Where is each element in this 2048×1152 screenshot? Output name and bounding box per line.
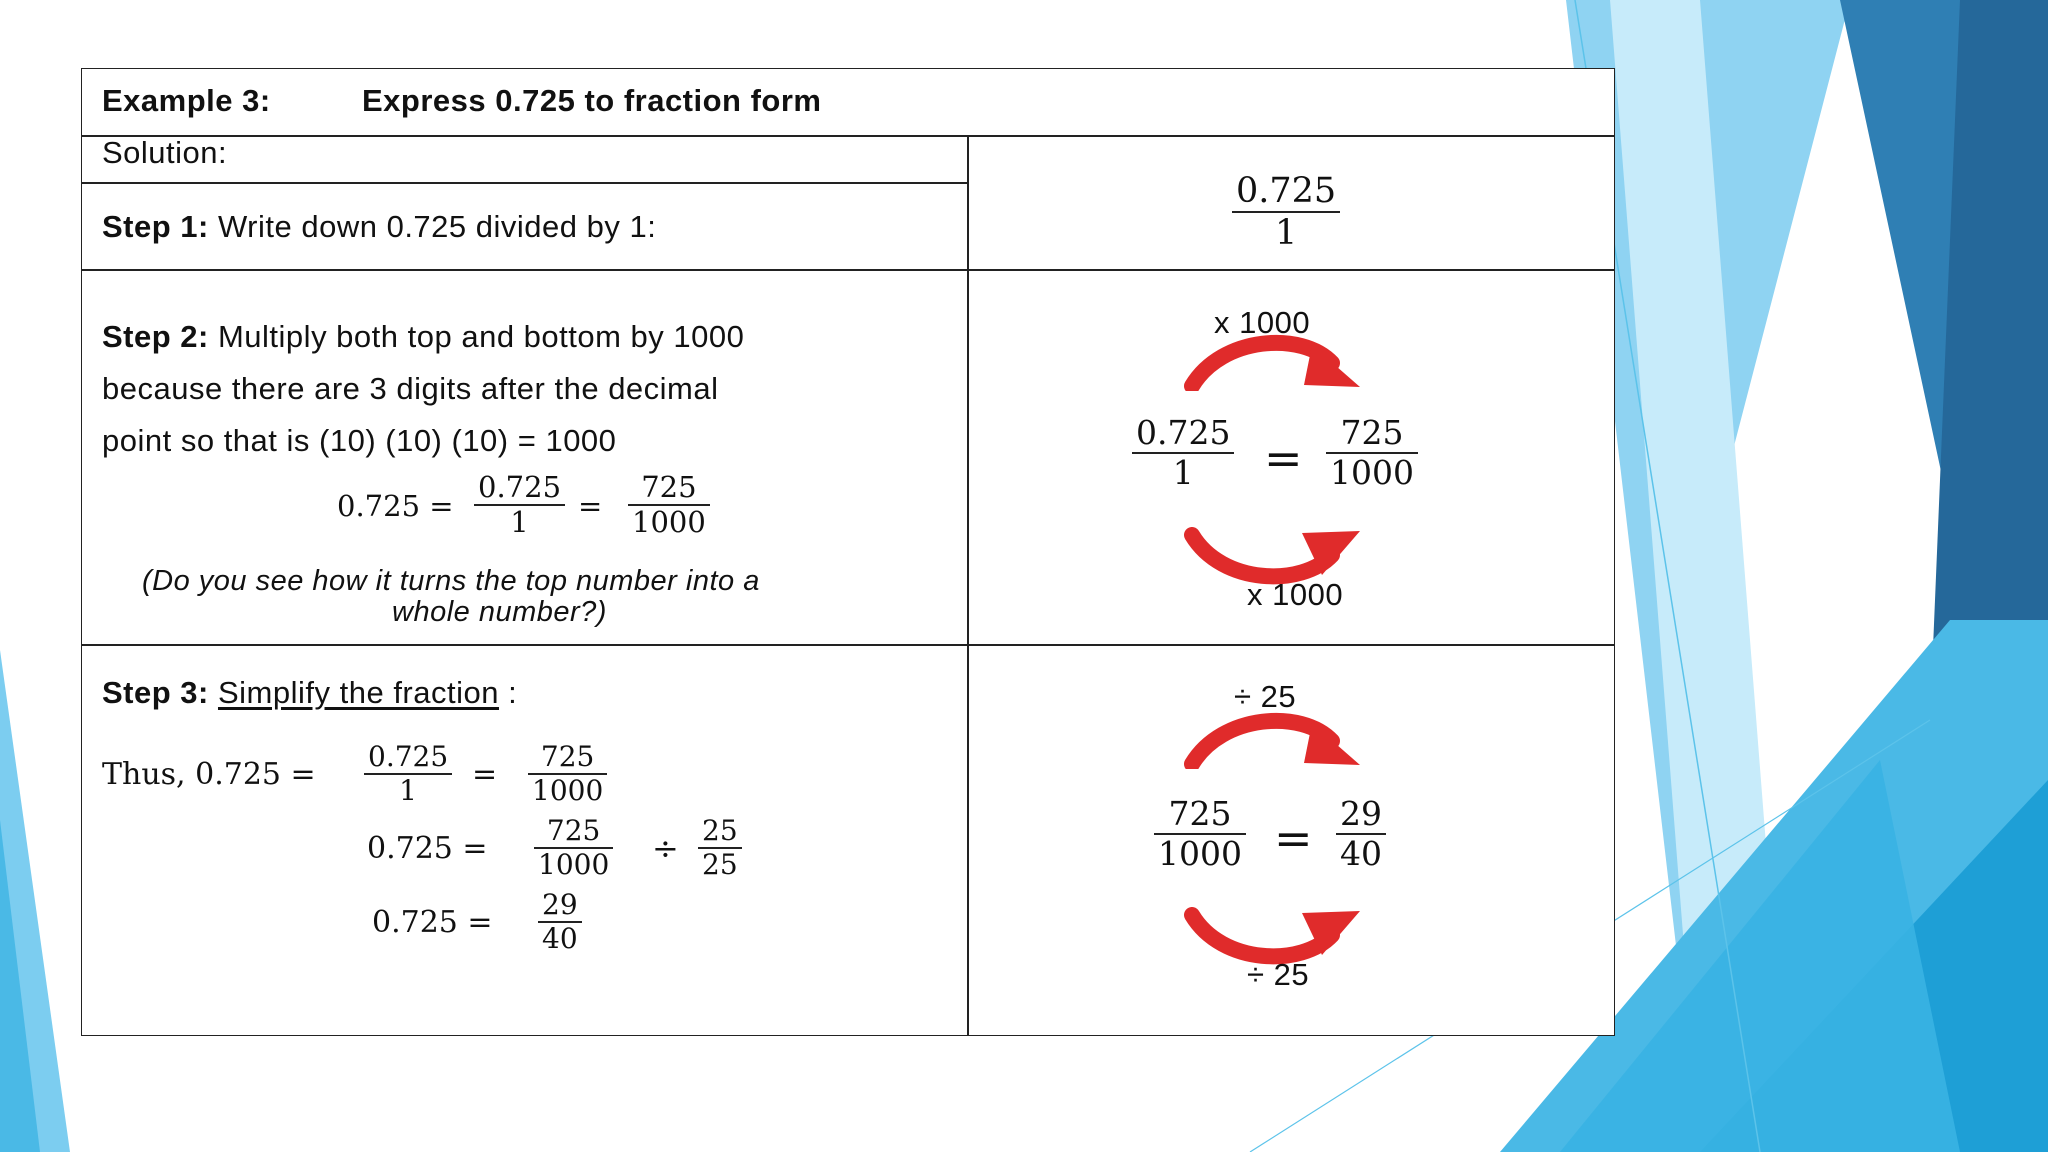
fraction-denominator: 1000 xyxy=(532,774,604,808)
fraction-denominator: 1 xyxy=(1172,452,1194,492)
step3-heading xyxy=(102,675,517,711)
fraction-denominator: 25 xyxy=(702,848,738,882)
fraction-numerator: 725 xyxy=(641,470,697,504)
fraction-denominator: 1 xyxy=(510,505,529,540)
step3-row1-eq: = xyxy=(472,757,498,792)
table-rule xyxy=(82,644,1614,646)
step3-description: Simplify the fraction xyxy=(217,675,499,710)
step2-note-line1: (Do you see how it turns the top number into a xyxy=(142,565,760,597)
curved-arrow-icon xyxy=(1182,331,1362,391)
step3-top-divisor: ÷ 25 xyxy=(1234,679,1297,714)
step3-row2-prefix: 0.725 = xyxy=(367,831,488,866)
fraction-numerator: 725 xyxy=(1340,413,1404,452)
step2-diagram-equals: = xyxy=(1264,431,1303,485)
step2-diagram-left-fraction xyxy=(1132,414,1234,492)
table-rule xyxy=(967,135,969,1035)
step3-row2-fraction-2 xyxy=(698,815,742,881)
fraction-numerator: 25 xyxy=(702,814,738,847)
step2-line3: point so that is (10) (10) (10) = 1000 xyxy=(102,423,617,458)
step2-label: Step 2: xyxy=(102,319,209,354)
step2-line2: because there are 3 digits after the decimal xyxy=(102,371,719,406)
fraction-numerator: 29 xyxy=(542,888,578,921)
step2-eq-left: 0.725 = xyxy=(337,489,454,523)
step3-row1-fraction-1 xyxy=(364,741,452,807)
fraction-numerator: 0.725 xyxy=(478,470,562,504)
fraction-denominator: 1000 xyxy=(1330,452,1414,492)
step3-row1-fraction-2 xyxy=(528,741,607,807)
fraction-numerator: 725 xyxy=(540,740,595,773)
example-label: Example 3: xyxy=(102,83,271,118)
table-rule xyxy=(82,182,968,184)
step1-result-fraction xyxy=(1232,171,1340,254)
table-rule xyxy=(82,269,1614,271)
fraction-denominator: 1 xyxy=(1274,213,1298,254)
fraction-numerator: 0.725 xyxy=(1136,413,1231,452)
step2-fraction-2 xyxy=(628,471,710,540)
step2-line1-text: Multiply both top and bottom by 1000 xyxy=(217,319,745,354)
step2-top-multiplier: x 1000 xyxy=(1214,305,1311,340)
step3-row1-prefix: Thus, 0.725 = xyxy=(102,757,316,792)
fraction-denominator: 40 xyxy=(542,922,578,956)
table-rule xyxy=(82,135,1614,137)
fraction-denominator: 1 xyxy=(399,774,417,808)
step2-diagram-right-fraction xyxy=(1326,414,1418,492)
fraction-numerator: 725 xyxy=(1168,794,1232,833)
step2-eq-sign: = xyxy=(578,489,603,523)
curved-arrow-icon xyxy=(1182,709,1362,769)
step3-bottom-divisor: ÷ 25 xyxy=(1247,957,1310,992)
fraction-numerator: 725 xyxy=(546,814,601,847)
step3-row2-fraction-1 xyxy=(534,815,613,881)
step1-text xyxy=(102,209,656,245)
fraction-denominator: 1000 xyxy=(538,848,610,882)
fraction-numerator: 0.725 xyxy=(1236,171,1337,211)
step1-description: Write down 0.725 divided by 1: xyxy=(217,209,657,244)
step2-fraction-1 xyxy=(474,471,565,540)
step3-colon: : xyxy=(508,675,518,710)
fraction-denominator: 40 xyxy=(1340,833,1382,873)
step3-row2-divide: ÷ xyxy=(652,829,679,867)
step2-note-line2: whole number?) xyxy=(392,596,607,628)
page-title: Express 0.725 to fraction form xyxy=(362,83,822,118)
step3-row3-prefix: 0.725 = xyxy=(372,905,493,940)
step3-row3-fraction xyxy=(538,889,582,955)
step3-label: Step 3: xyxy=(102,675,209,710)
step3-diagram-right-fraction xyxy=(1336,795,1386,873)
example-table xyxy=(81,68,1615,1036)
fraction-denominator: 1000 xyxy=(632,505,706,540)
step3-diagram-left-fraction xyxy=(1154,795,1246,873)
solution-label: Solution: xyxy=(102,135,228,170)
fraction-numerator: 0.725 xyxy=(368,740,449,773)
step3-diagram-equals: = xyxy=(1274,811,1313,865)
step2-line1 xyxy=(102,319,744,355)
fraction-denominator: 1000 xyxy=(1158,833,1242,873)
fraction-numerator: 29 xyxy=(1340,794,1382,833)
step1-label: Step 1: xyxy=(102,209,209,244)
step2-bottom-multiplier: x 1000 xyxy=(1247,577,1344,612)
